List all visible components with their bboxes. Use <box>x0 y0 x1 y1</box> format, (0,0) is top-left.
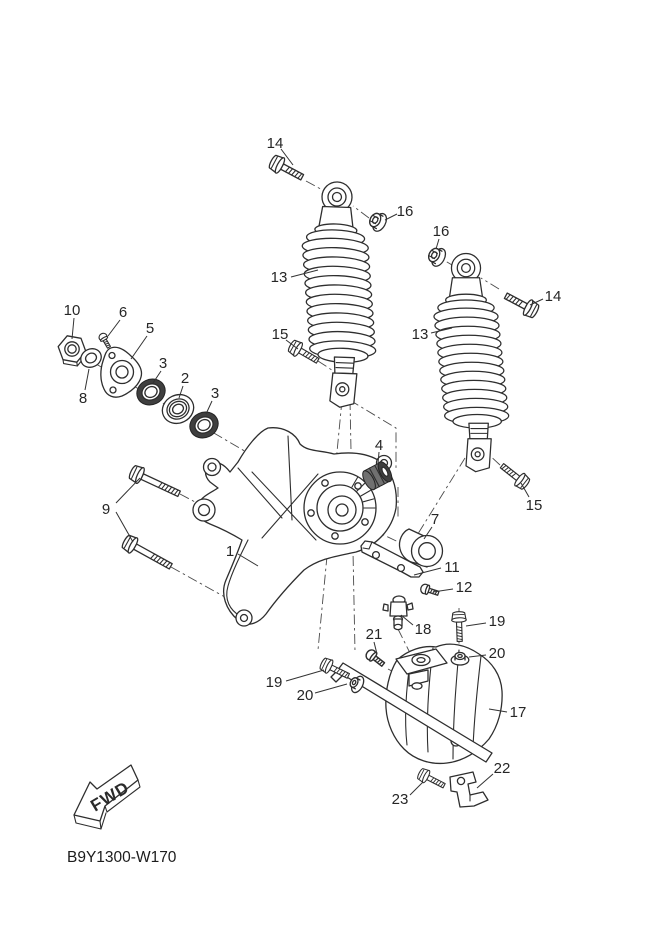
part-label-22: 22 <box>493 760 511 777</box>
cover-plate-5 <box>101 347 142 397</box>
part-label-8: 8 <box>78 390 88 407</box>
part-label-13b: 13 <box>411 326 429 343</box>
part-label-15a: 15 <box>271 326 289 343</box>
part-label-13a: 13 <box>270 269 288 286</box>
part-label-21: 21 <box>365 626 383 643</box>
part-label-14b: 14 <box>544 288 562 305</box>
bracket-22 <box>450 772 488 807</box>
screw-6 <box>98 332 113 349</box>
part-label-3b: 3 <box>210 385 220 402</box>
part-label-20a: 20 <box>296 687 314 704</box>
pivot-bearing-set <box>58 332 222 443</box>
shock-absorber-left <box>297 181 382 409</box>
screw-12 <box>420 583 440 598</box>
shock-bolt-14-right <box>502 288 541 320</box>
part-label-14a: 14 <box>266 135 284 152</box>
part-label-7: 7 <box>430 511 440 528</box>
pivot-bolt-9b <box>120 533 175 574</box>
part-label-19b: 19 <box>488 613 506 630</box>
shock-absorber-right <box>434 253 509 471</box>
splash-guard-17 <box>331 644 502 763</box>
clamp-18 <box>383 596 413 630</box>
fwd-arrow <box>74 765 140 829</box>
part-label-5: 5 <box>145 320 155 337</box>
screw-21 <box>364 648 386 669</box>
part-label-2: 2 <box>180 370 190 387</box>
diagram-code: B9Y1300-W170 <box>67 849 177 866</box>
part-label-10: 10 <box>63 302 81 319</box>
swingarm <box>193 428 396 626</box>
part-label-19a: 19 <box>265 674 283 691</box>
part-label-1: 1 <box>225 543 235 560</box>
part-label-17: 17 <box>509 704 527 721</box>
shock-bolt-15-right <box>497 460 531 492</box>
shock-bolt-14-left <box>267 153 306 185</box>
part-label-23: 23 <box>391 791 409 808</box>
part-label-4: 4 <box>374 437 384 454</box>
part-label-16a: 16 <box>396 203 414 220</box>
part-label-20b: 20 <box>488 645 506 662</box>
part-label-6: 6 <box>118 304 128 321</box>
guard-bolt-19-right <box>451 611 467 641</box>
part-label-18: 18 <box>414 621 432 638</box>
fwd-arrow-label: FWD <box>87 777 133 816</box>
part-label-12: 12 <box>455 579 473 596</box>
part-label-3a: 3 <box>158 355 168 372</box>
part-label-11: 11 <box>444 559 460 576</box>
part-label-16b: 16 <box>432 223 450 240</box>
part-label-15b: 15 <box>525 497 543 514</box>
part-label-9: 9 <box>101 501 111 518</box>
flange-nut-16-left <box>366 209 389 233</box>
screw-23 <box>416 767 447 792</box>
